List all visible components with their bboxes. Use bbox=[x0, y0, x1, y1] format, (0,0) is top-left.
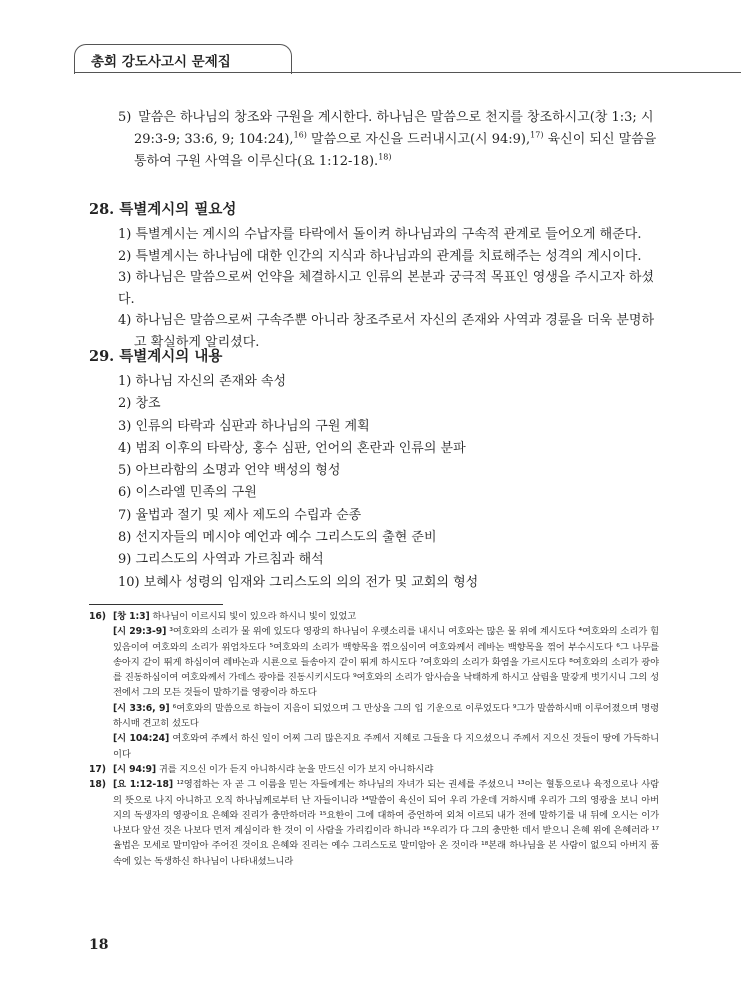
footnote-16 bbox=[89, 609, 659, 762]
intro-text-3: 통하여 구원 사역을 이루신다(요 1:12-18). bbox=[134, 154, 379, 169]
running-header-title: 총회 강도사고시 문제집 bbox=[91, 54, 231, 70]
footnotes bbox=[89, 609, 659, 869]
scripture-ref: [시 94:9] bbox=[113, 763, 157, 775]
list-item: 4) 하나님은 말씀으로써 구속주뿐 아니라 창조주로서 자신의 존재와 사역과 경륜을 더욱 분명하 bbox=[118, 313, 655, 328]
section-28-list bbox=[89, 224, 664, 353]
footnote-body bbox=[113, 762, 659, 777]
scripture-text: 여호와여 주께서 하신 일이 어찌 그리 많은지요 주께서 지혜로 그들을 다 지으셨으니 주께서 지으신 것들이 땅에 가득하니이다 bbox=[113, 733, 659, 760]
list-item: 1) 하나님 자신의 존재와 속성 bbox=[118, 374, 287, 389]
list-item: 2) 창조 bbox=[118, 396, 161, 412]
intro-text-2b: 말씀으로 자신을 드러내시고(시 94:9), bbox=[306, 132, 531, 147]
list-item: 3) 인류의 타락과 심판과 하나님의 구원 계획 bbox=[118, 418, 370, 434]
list-item: 5) 아브라함의 소명과 언약 백성의 형성 bbox=[118, 463, 341, 479]
scripture-text: ⁶여호와의 말씀으로 하늘이 지음이 되었으며 그 만상을 그의 입 기운으로 이루었도다 ⁹그가 말씀하시매 이루어졌으며 명령하시매 견고히 섰도다 bbox=[113, 702, 659, 730]
list-item: 4) 범죄 이후의 타락상, 홍수 심판, 언어의 혼란과 인류의 분파 bbox=[118, 440, 466, 456]
list-item: 8) 선지자들의 메시야 예언과 예수 그리스도의 출현 준비 bbox=[118, 530, 437, 546]
list-item: 2) 특별계시는 하나님에 대한 인간의 지식과 하나님과의 관계를 치료해주는 성격의 계시이다. bbox=[118, 248, 642, 264]
intro-paragraph bbox=[118, 107, 658, 173]
footnote-17 bbox=[89, 762, 659, 777]
list-item: 10) 보혜사 성령의 임재와 그리스도의 의의 전가 및 교회의 형성 bbox=[118, 574, 479, 590]
footnote-ref-18[interactable]: 18) bbox=[378, 152, 392, 162]
header-rule bbox=[74, 72, 741, 73]
scripture-ref: [시 29:3-9] bbox=[113, 626, 167, 638]
section-29-list bbox=[89, 371, 664, 594]
page-number: 18 bbox=[89, 937, 109, 953]
scripture-ref: [창 1:3] bbox=[113, 611, 150, 622]
scripture-ref: [시 33:6, 9] bbox=[113, 702, 170, 714]
intro-line-1 bbox=[118, 107, 658, 129]
section-28 bbox=[89, 196, 664, 353]
intro-line-2 bbox=[118, 129, 658, 151]
list-item: 6) 이스라엘 민족의 구원 bbox=[118, 485, 257, 501]
footnote-18 bbox=[89, 777, 659, 869]
scripture-ref: [요 1:12-18] bbox=[113, 779, 174, 791]
intro-text-2c: 육신이 되신 말씀을 bbox=[543, 132, 657, 147]
list-item-continuation: 고 확실하게 알리셨다. bbox=[134, 334, 260, 350]
footnote-number: 16) bbox=[89, 611, 106, 622]
scripture-text: 하나님이 이르시되 빛이 있으라 하시니 빛이 있었고 bbox=[149, 611, 357, 622]
list-item: 3) 하나님은 말씀으로써 언약을 체결하시고 인류의 본분과 궁극적 목표인 영생을 주시고자 하셨다. bbox=[118, 270, 655, 307]
footnote-body bbox=[113, 609, 659, 762]
section-heading: 28. 특별계시의 필요성 bbox=[89, 201, 237, 218]
intro-text-1: 말씀은 하나님의 창조와 구원을 계시한다. 하나님은 말씀으로 천지를 창조하시고(창 1:3; 시 bbox=[138, 110, 654, 125]
footnote-number: 18) bbox=[89, 779, 106, 791]
list-item: 7) 율법과 절기 및 제사 제도의 수립과 순종 bbox=[118, 507, 362, 523]
intro-text-2a: 29:3-9; 33:6, 9; 104:24), bbox=[134, 132, 294, 147]
section-heading: 29. 특별계시의 내용 bbox=[89, 348, 223, 365]
intro-line-3 bbox=[118, 151, 658, 173]
scripture-text: 귀를 지으신 이가 듣지 아니하시랴 눈을 만드신 이가 보지 아니하시랴 bbox=[156, 763, 434, 775]
intro-number: 5) bbox=[118, 110, 132, 125]
section-29 bbox=[89, 343, 664, 594]
scripture-ref: [시 104:24] bbox=[113, 733, 170, 745]
footnote-number: 17) bbox=[89, 763, 106, 775]
footnote-ref-16[interactable]: 16) bbox=[293, 130, 307, 140]
scripture-text: ³여호와의 소리가 물 위에 있도다 영광의 하나님이 우렛소리를 내시니 여호와는 많은 물 위에 계시도다 ⁴여호와의 소리가 힘 있음이여 여호와의 소리가 위엄차도다 ⁵여호와의 소리가 백향목을 꺾으심이여 여호와께서 레바논 백향목을 꺾어 부수시도다 ⁶그 나무를 송아지 같이 뛰게 하심이여 레바논과 시룐으로 들송아지 같이 뛰게 하시도다 ⁷여호와의 소리가 화염을 가르시도다 ⁸여호와의 소리가 광야를 진동하심이여 여호와께서 가데스 광야를 진동시키시도다 ⁹여호와의 소리가 암사슴을 낙태하게 하시고 삼림을 말갛게 벗기시니 그의 성전에서 그의 모든 것들이 말하기를 영광이라 하도다 bbox=[113, 626, 660, 699]
list-item: 9) 그리스도의 사역과 가르침과 해석 bbox=[118, 552, 324, 568]
footnote-body bbox=[113, 777, 659, 869]
footnote-divider bbox=[89, 604, 223, 605]
footnote-ref-17[interactable]: 17) bbox=[530, 130, 544, 140]
list-item: 1) 특별계시는 계시의 수납자를 타락에서 돌이켜 하나님과의 구속적 관계로 들어오게 해준다. bbox=[118, 227, 642, 242]
scripture-text: ¹²영접하는 자 곧 그 이름을 믿는 자들에게는 하나님의 자녀가 되는 권세를 주셨으니 ¹³이는 혈통으로나 육정으로나 사람의 뜻으로 나지 아니하고 오직 하나님께로부터 난 자들이니라 ¹⁴말씀이 육신이 되어 우리 가운데 거하시매 우리가 그의 영광을 보니 아버지의 독생자의 영광이요 은혜와 진리가 충만하더라 ¹⁵요한이 그에 대하여 증언하여 외쳐 이르되 내가 전에 말하기를 내 뒤에 오시는 이가 나보다 앞선 것은 나보다 먼저 계심이라 한 것이 이 사람을 가리킴이라 하니라 ¹⁶우리가 다 그의 충만한 데서 받으니 은혜 위에 은혜러라 ¹⁷율법은 모세로 말미암아 주어진 것이요 은혜와 진리는 예수 그리스도로 말미암아 온 것이라 ¹⁸본래 하나님을 본 사람이 없으되 아버지 품 속에 있는 독생하신 하나님이 나타내셨느니라 bbox=[113, 779, 659, 867]
